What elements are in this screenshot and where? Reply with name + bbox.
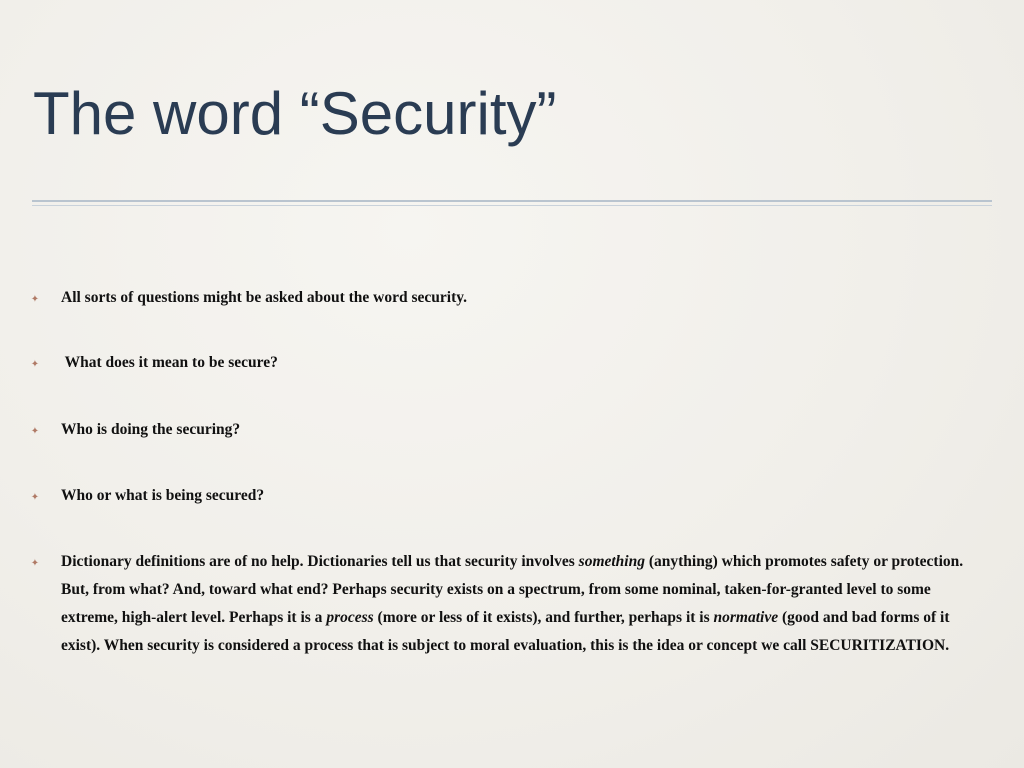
bullet-text: Who is doing the securing? [61,421,241,438]
text-run: (anything) which promotes safety or protection. But, from what? And, toward what end? Perhaps security exists on a spectrum, from some nominal, taken-for-granted level to some extreme, high-alert level. Perhaps it is a [61,553,964,626]
bullet-text: Who or what is being secured? [61,487,265,504]
text-run: (good and bad forms of it exist). When security is considered a process that is subject to moral evaluation, this is the idea or concept we call SECURITIZATION. [61,609,950,654]
emphasis-something: something [578,553,645,570]
emphasis-process: process [326,609,374,626]
title-divider-bottom [32,205,992,206]
four-point-star-icon: ✦ [30,558,40,569]
bullet-text: What does it mean to be secure? [61,354,278,371]
emphasis-normative: normative [713,609,779,626]
slide-title: The word “Security” [33,80,557,147]
text-run: (more or less of it exists), and further, perhaps it is [373,609,714,626]
four-point-star-icon: ✦ [30,294,40,305]
four-point-star-icon: ✦ [30,492,40,503]
title-divider-top [32,200,992,202]
four-point-star-icon: ✦ [30,426,40,437]
text-run: Dictionary definitions are of no help. Dictionaries tell us that security involves [61,553,579,570]
bullet-text: All sorts of questions might be asked about the word security. [61,289,468,306]
bullet-text-paragraph [61,548,991,660]
four-point-star-icon: ✦ [30,359,40,370]
